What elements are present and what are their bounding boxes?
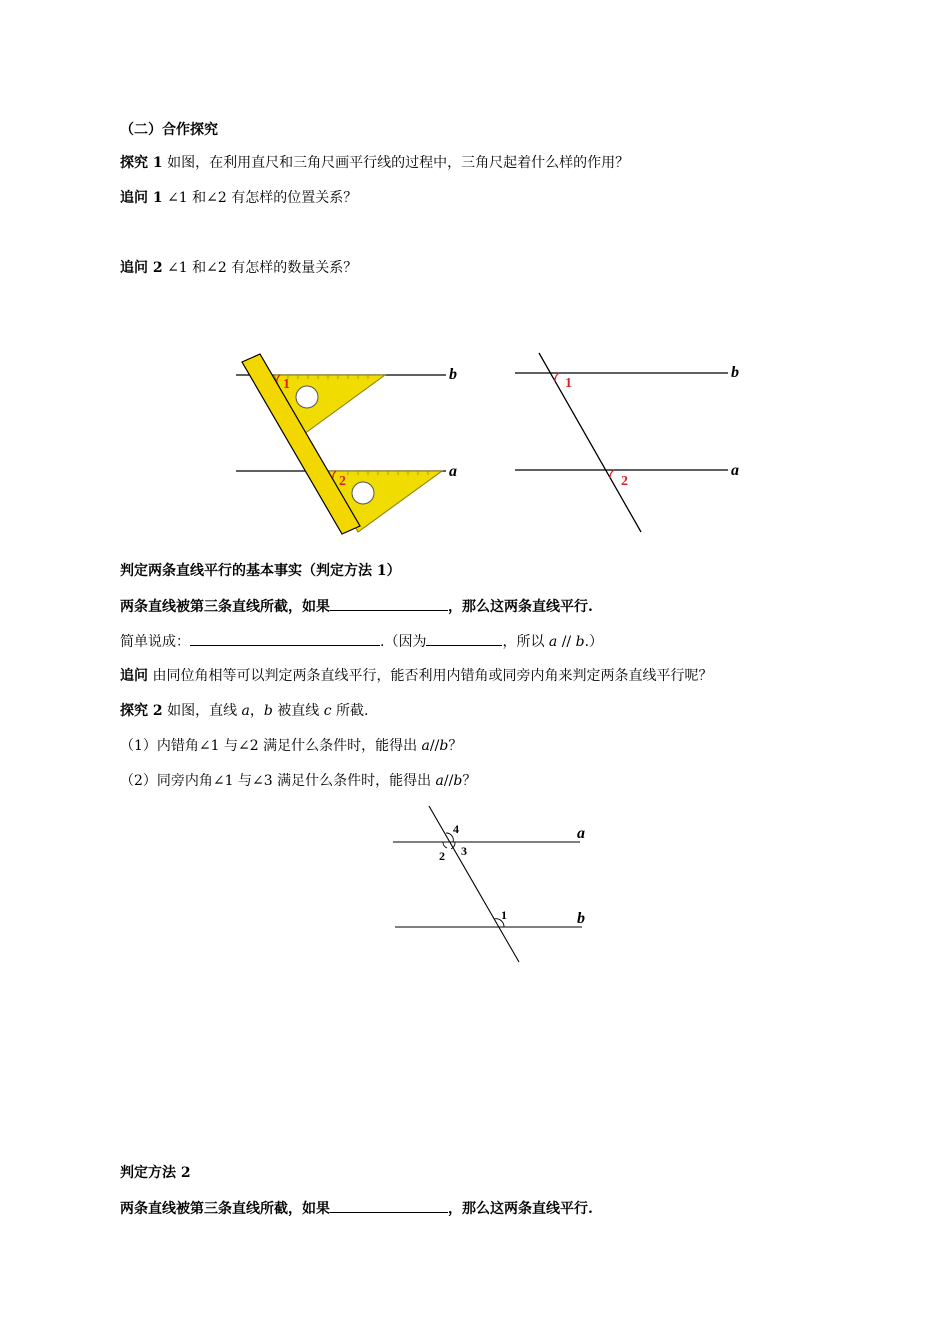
figure-corresponding-angles xyxy=(510,348,760,548)
simple-statement xyxy=(120,631,603,652)
explore2-t3: 被直线 xyxy=(272,703,324,719)
q1-pre: （1）内错角∠1 与∠2 满足什么条件时，能得出 xyxy=(120,738,422,754)
followup2-line xyxy=(120,258,357,278)
q1-a: a xyxy=(421,738,430,754)
question2 xyxy=(120,771,476,791)
explore2-t4: 所截. xyxy=(331,703,369,719)
label-b: b xyxy=(577,910,585,927)
angle-arc-2 xyxy=(610,470,614,478)
label-b: b xyxy=(731,364,739,381)
q2-par: // xyxy=(443,773,454,789)
figure-ruler-triangle xyxy=(228,348,478,548)
transversal-c xyxy=(429,806,519,962)
followup3-text: 由同位角相等可以判定两条直线平行，能否利用内错角或同旁内角来判定两条直线平行呢？ xyxy=(152,668,713,684)
simple-blank-2[interactable] xyxy=(426,631,502,646)
angle-arc-2 xyxy=(443,842,447,848)
q2-pre: （2）同旁内角∠1 与∠3 满足什么条件时，能得出 xyxy=(120,773,436,789)
fact-statement xyxy=(120,596,593,617)
explore1-line xyxy=(120,153,629,173)
angle-label-4: 4 xyxy=(453,822,459,836)
fact-pre: 两条直线被第三条直线所截，如果 xyxy=(120,599,330,615)
fact-title: 判定两条直线平行的基本事实（判定方法 1） xyxy=(120,563,401,579)
method2-pre: 两条直线被第三条直线所截，如果 xyxy=(120,1201,330,1217)
fact-post: ，那么这两条直线平行. xyxy=(448,599,593,615)
q1-par: // xyxy=(429,738,440,754)
simple-a: a xyxy=(548,634,558,650)
question1 xyxy=(120,736,462,756)
label-a: a xyxy=(449,463,457,480)
followup3-line xyxy=(120,666,712,686)
label-a: a xyxy=(577,825,585,842)
followup2-text: ∠1 和∠2 有怎样的数量关系？ xyxy=(167,260,358,276)
q1-post: ？ xyxy=(448,738,463,754)
method2-blank[interactable] xyxy=(330,1198,448,1213)
label-b: b xyxy=(449,366,457,383)
explore2-line xyxy=(120,701,369,721)
method2-title: 判定方法 2 xyxy=(120,1165,191,1181)
followup1-line xyxy=(120,188,357,208)
angle-label-1: 1 xyxy=(501,908,507,922)
method2-statement xyxy=(120,1198,593,1219)
section-title: （二）合作探究 xyxy=(120,122,218,138)
followup1-label: 追问 1 xyxy=(120,190,163,206)
explore1-label: 探究 1 xyxy=(120,155,163,171)
triangle-bottom-hole xyxy=(352,482,374,504)
explore2-c: c xyxy=(323,703,332,719)
triangle-top-hole xyxy=(296,386,318,408)
q2-a: a xyxy=(435,773,444,789)
q2-b: b xyxy=(453,773,463,789)
explore2-a: a xyxy=(241,703,250,719)
explore2-label: 探究 2 xyxy=(120,703,163,719)
simple-par: // xyxy=(557,634,576,650)
simple-mid: .（因为 xyxy=(380,634,427,650)
simple-b: b xyxy=(575,634,585,650)
angle-label-2: 2 xyxy=(621,474,628,489)
figure-interior-angles xyxy=(385,800,605,970)
angle-label-1: 1 xyxy=(283,377,290,392)
followup2-label: 追问 2 xyxy=(120,260,163,276)
angle-label-3: 3 xyxy=(461,844,467,858)
label-a: a xyxy=(731,462,739,479)
simple-blank-1[interactable] xyxy=(190,631,380,646)
q2-post: ？ xyxy=(462,773,477,789)
explore2-t1: 如图，直线 xyxy=(167,703,242,719)
angle-arc-1 xyxy=(555,373,559,381)
transversal xyxy=(539,353,641,532)
fact-blank[interactable] xyxy=(330,596,448,611)
method2-post: ，那么这两条直线平行. xyxy=(448,1201,593,1217)
angle-label-1: 1 xyxy=(565,376,572,391)
explore2-t2: ， xyxy=(249,703,264,719)
angle-label-2: 2 xyxy=(439,849,445,863)
explore2-b: b xyxy=(263,703,273,719)
followup1-text: ∠1 和∠2 有怎样的位置关系？ xyxy=(167,190,358,206)
q1-b: b xyxy=(439,738,449,754)
followup3-label: 追问 xyxy=(120,668,148,684)
simple-pre: 简单说成： xyxy=(120,634,190,650)
simple-mid2: ，所以 xyxy=(502,634,549,650)
angle-label-2: 2 xyxy=(339,474,346,489)
explore1-text: 如图，在利用直尺和三角尺画平行线的过程中，三角尺起着什么样的作用？ xyxy=(167,155,630,171)
simple-end: .） xyxy=(584,634,604,650)
